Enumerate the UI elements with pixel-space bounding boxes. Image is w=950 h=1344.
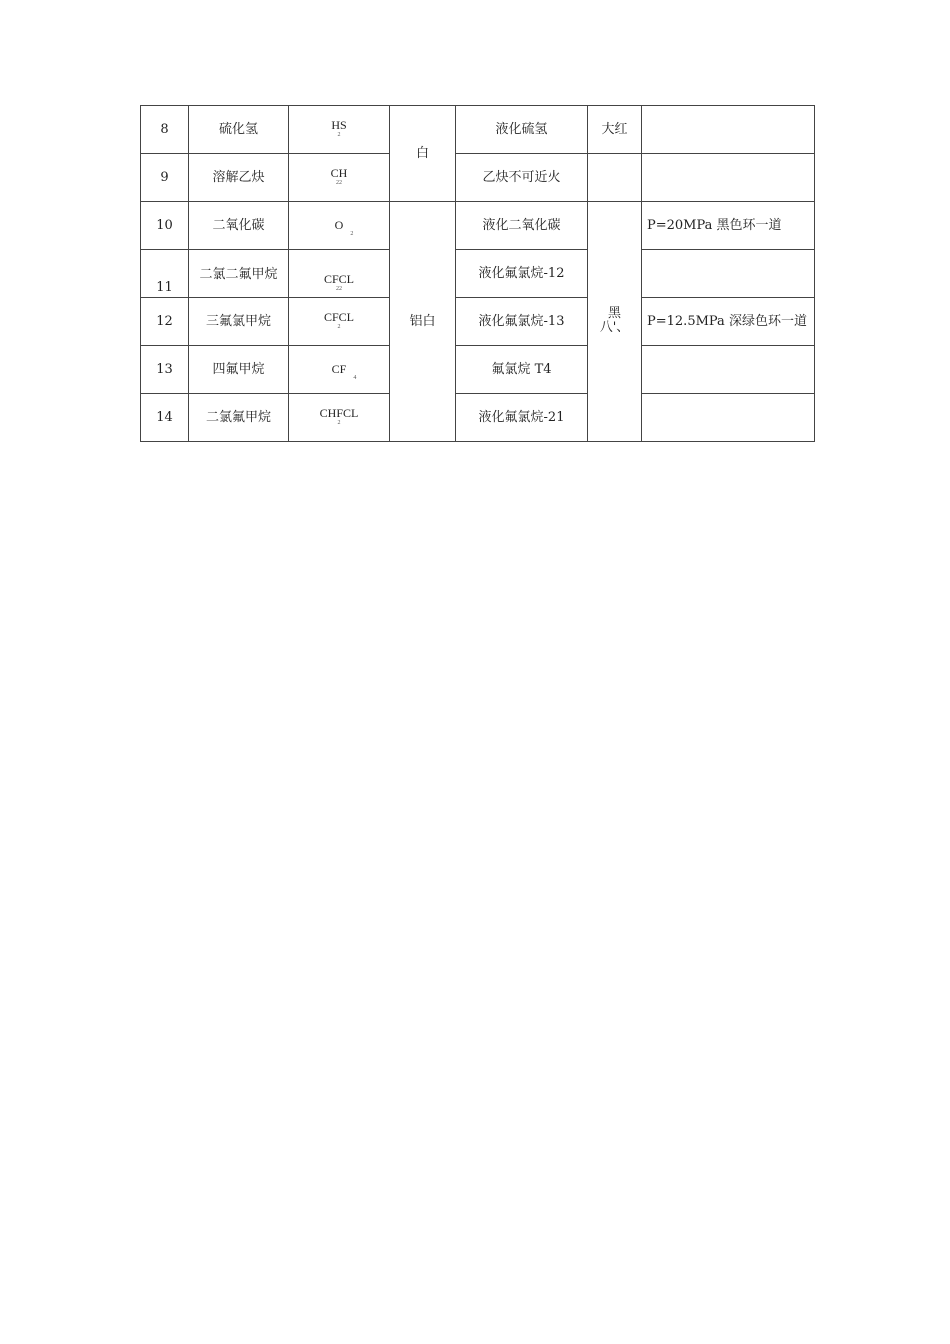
table-row	[141, 106, 815, 154]
ring-note	[642, 394, 815, 442]
gas-name: 溶解乙炔	[189, 154, 289, 202]
row-number: 11	[141, 250, 189, 298]
chemical-formula: CH 22	[289, 154, 390, 202]
text-color-red: 大红	[588, 106, 642, 154]
ring-note: P=12.5MPa 深绿色环一道	[642, 298, 815, 346]
marking-text: 液化氟氯烷-21	[456, 394, 588, 442]
gas-cylinder-table	[140, 105, 815, 442]
marking-text: 液化硫氢	[456, 106, 588, 154]
gas-name: 二氯二氟甲烷	[189, 250, 289, 298]
table-row	[141, 250, 815, 298]
gas-name: 三氟氯甲烷	[189, 298, 289, 346]
row-number: 12	[141, 298, 189, 346]
chemical-formula: CFCL 22	[289, 250, 390, 298]
text-color	[588, 154, 642, 202]
chemical-formula: HS 2	[289, 106, 390, 154]
gas-name: 硫化氢	[189, 106, 289, 154]
ring-note	[642, 154, 815, 202]
gas-name: 四氟甲烷	[189, 346, 289, 394]
ring-note	[642, 250, 815, 298]
marking-text: 液化氟氯烷-12	[456, 250, 588, 298]
gas-name: 二氧化碳	[189, 202, 289, 250]
row-number: 13	[141, 346, 189, 394]
table-row	[141, 346, 815, 394]
ring-note: P=20MPa 黑色环一道	[642, 202, 815, 250]
table-row	[141, 154, 815, 202]
chemical-formula: O 2	[289, 202, 390, 250]
table-row	[141, 298, 815, 346]
chemical-formula: CFCL 2	[289, 298, 390, 346]
chemical-formula: CHFCL 2	[289, 394, 390, 442]
marking-text: 乙炔不可近火	[456, 154, 588, 202]
table-row	[141, 202, 815, 250]
ring-note	[642, 346, 815, 394]
table-row	[141, 394, 815, 442]
chemical-formula: CF 4	[289, 346, 390, 394]
row-number: 8	[141, 106, 189, 154]
text-color-black: 黑 八'、	[588, 202, 642, 442]
marking-text: 液化二氧化碳	[456, 202, 588, 250]
row-number: 9	[141, 154, 189, 202]
row-number: 14	[141, 394, 189, 442]
cylinder-color-aluminum-white: 铝白	[390, 202, 456, 442]
marking-text: 氟氯烷 T4	[456, 346, 588, 394]
marking-text: 液化氟氯烷-13	[456, 298, 588, 346]
gas-name: 二氯氟甲烷	[189, 394, 289, 442]
row-number: 10	[141, 202, 189, 250]
ring-note	[642, 106, 815, 154]
cylinder-color-white: 白	[390, 106, 456, 202]
